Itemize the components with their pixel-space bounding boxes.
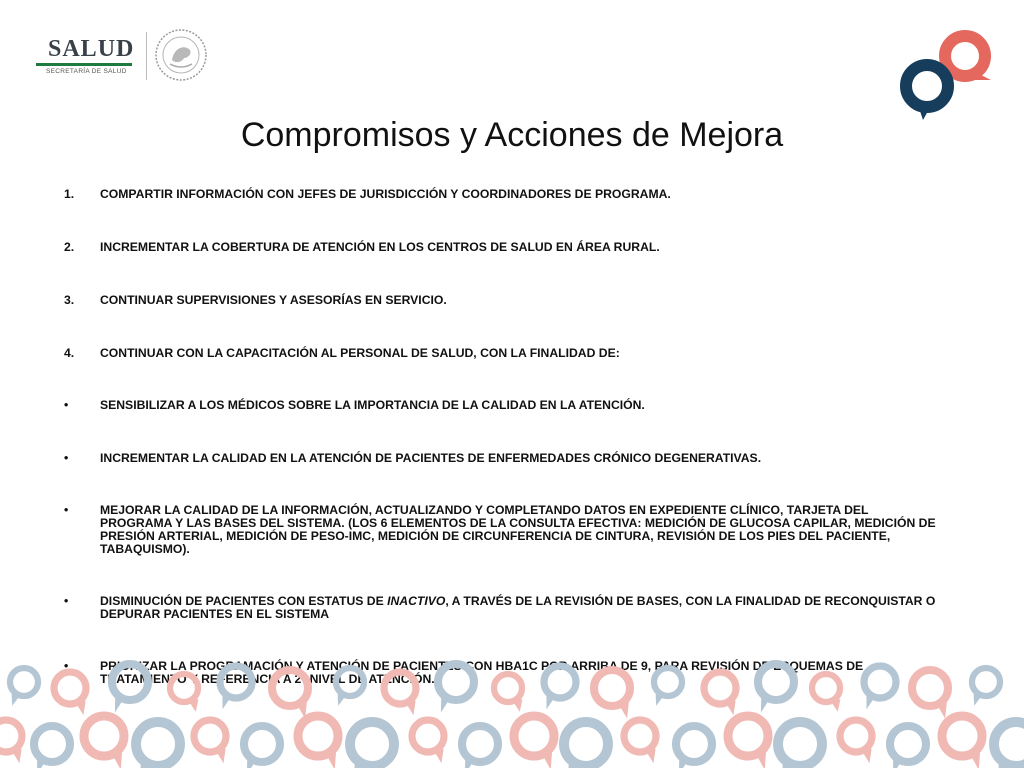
bullet-marker: •: [64, 659, 69, 673]
list-item-text: SENSIBILIZAR A LOS MÉDICOS SOBRE LA IMPORTANCIA DE LA CALIDAD EN LA ATENCIÓN.: [100, 398, 645, 412]
bubble-icon: [462, 726, 498, 768]
bubble-icon: [624, 720, 656, 763]
list-marker: 4.: [64, 346, 75, 360]
bubble-icon: [994, 722, 1024, 768]
bubble-icon: [136, 722, 180, 768]
list-marker: 1.: [64, 187, 75, 201]
bubble-icon: [544, 666, 576, 709]
bubble-icon: [84, 716, 124, 768]
bubble-icon: [298, 716, 338, 768]
bubble-icon: [912, 670, 948, 719]
national-seal-icon: [154, 28, 208, 82]
bubble-icon: [412, 720, 444, 763]
salud-logo-stripe: [36, 63, 132, 66]
list-item-text: INCREMENTAR LA COBERTURA DE ATENCIÓN EN LOS CENTROS DE SALUD EN ÁREA RURAL.: [100, 240, 660, 254]
bullet-marker: •: [64, 398, 69, 412]
list-item-text: CONTINUAR CON LA CAPACITACIÓN AL PERSONAL DE SALUD, CON LA FINALIDAD DE:: [100, 346, 620, 360]
bubble-icon: [864, 666, 896, 709]
bubble-icon: [438, 664, 474, 713]
list-marker: 3.: [64, 293, 75, 307]
bubble-icon: [384, 672, 416, 715]
salud-logo-subtitle: SECRETARÍA DE SALUD: [46, 68, 127, 75]
logo-divider: [146, 32, 147, 80]
bubble-icon: [840, 720, 872, 763]
bubble-icon: [942, 716, 982, 768]
list-item-text: CONTINUAR SUPERVISIONES Y ASESORÍAS EN SERVICIO.: [100, 293, 447, 307]
bubble-icon: [220, 666, 252, 709]
bubble-icon: [728, 716, 768, 768]
bubble-icon: [194, 720, 226, 763]
bubble-icon: [890, 726, 926, 768]
bullet-marker: •: [64, 503, 69, 517]
bubble-icon: [676, 726, 712, 768]
salud-logo-word: SALUD: [48, 36, 135, 62]
bubble-icon: [112, 664, 148, 713]
bubble-icon: [972, 668, 1000, 706]
bubble-icon: [594, 670, 630, 719]
list-item-text: INCREMENTAR LA CALIDAD EN LA ATENCIÓN DE PACIENTES DE ENFERMEDADES CRÓNICO DEGENERATIVAS.: [100, 451, 762, 465]
bubble-icon: [0, 720, 22, 763]
decorative-bubble-pattern: [0, 652, 1024, 768]
bubble-icon: [494, 674, 522, 712]
bubble-icon: [564, 722, 608, 768]
bubble-icon: [812, 674, 840, 712]
bubble-icon: [54, 672, 86, 715]
inactive-status-term: INACTIVO: [387, 594, 446, 608]
bubble-icon: [654, 668, 682, 706]
bubble-icon: [34, 726, 70, 768]
bubble-icon: [350, 722, 394, 768]
list-item-text: [100, 595, 940, 621]
brand-speech-bubbles-icon: [895, 28, 999, 124]
bubble-icon: [704, 672, 736, 715]
bubble-icon: [336, 668, 364, 706]
list-item-text: PRIORIZAR LA PROGRAMACIÓN Y ATENCIÓN DE PACIENTES CON HBA1C POR ARRIBA DE 9, PARA REVISIÓN DE ESQUEMAS DE TRATAMIENTO Y REFERENCIA A 2° NIVEL DE ATENCIÓN.: [100, 659, 864, 686]
list-marker: 2.: [64, 240, 75, 254]
slide-title: Compromisos y Acciones de Mejora: [240, 116, 784, 154]
bubble-icon: [244, 726, 280, 768]
bubble-icon: [170, 674, 198, 712]
bullet-marker: •: [64, 451, 69, 465]
bubble-icon: [514, 716, 554, 768]
bubble-icon: [758, 664, 794, 713]
bubble-icon: [10, 668, 38, 706]
bubble-icon: [272, 670, 308, 719]
list-item-text: COMPARTIR INFORMACIÓN CON JEFES DE JURISDICCIÓN Y COORDINADORES DE PROGRAMA.: [100, 187, 671, 201]
salud-logo: [34, 30, 214, 86]
bubble-icon: [778, 722, 822, 768]
item-text-before: DISMINUCIÓN DE PACIENTES CON ESTATUS DE: [100, 594, 388, 608]
bullet-marker: •: [64, 594, 69, 608]
list-item-text: MEJORAR LA CALIDAD DE LA INFORMACIÓN, ACTUALIZANDO Y COMPLETANDO DATOS EN EXPEDIENTE CLÍNICO, TARJETA DEL PROGRAMA Y LAS BASES DEL SISTEMA. (LOS 6 ELEMENTOS DE LA CONSULTA EFECTIVA: MEDICIÓN DE GLUCOSA CAPILAR, MEDICIÓN DE PRESIÓN ARTERIAL, MEDICIÓN DE PESO-IMC, MEDICIÓN DE CIRCUNFERENCIA DE CINTURA, REVISIÓN DE LOS PIES DEL PACIENTE, TABAQUISMO).: [100, 503, 936, 556]
item-text-after: , A TRAVÉS DE LA REVISIÓN DE BASES, CON LA FINALIDAD DE RECONQUISTAR O DEPURAR PACIENTES EN EL SISTEMA: [100, 594, 936, 621]
